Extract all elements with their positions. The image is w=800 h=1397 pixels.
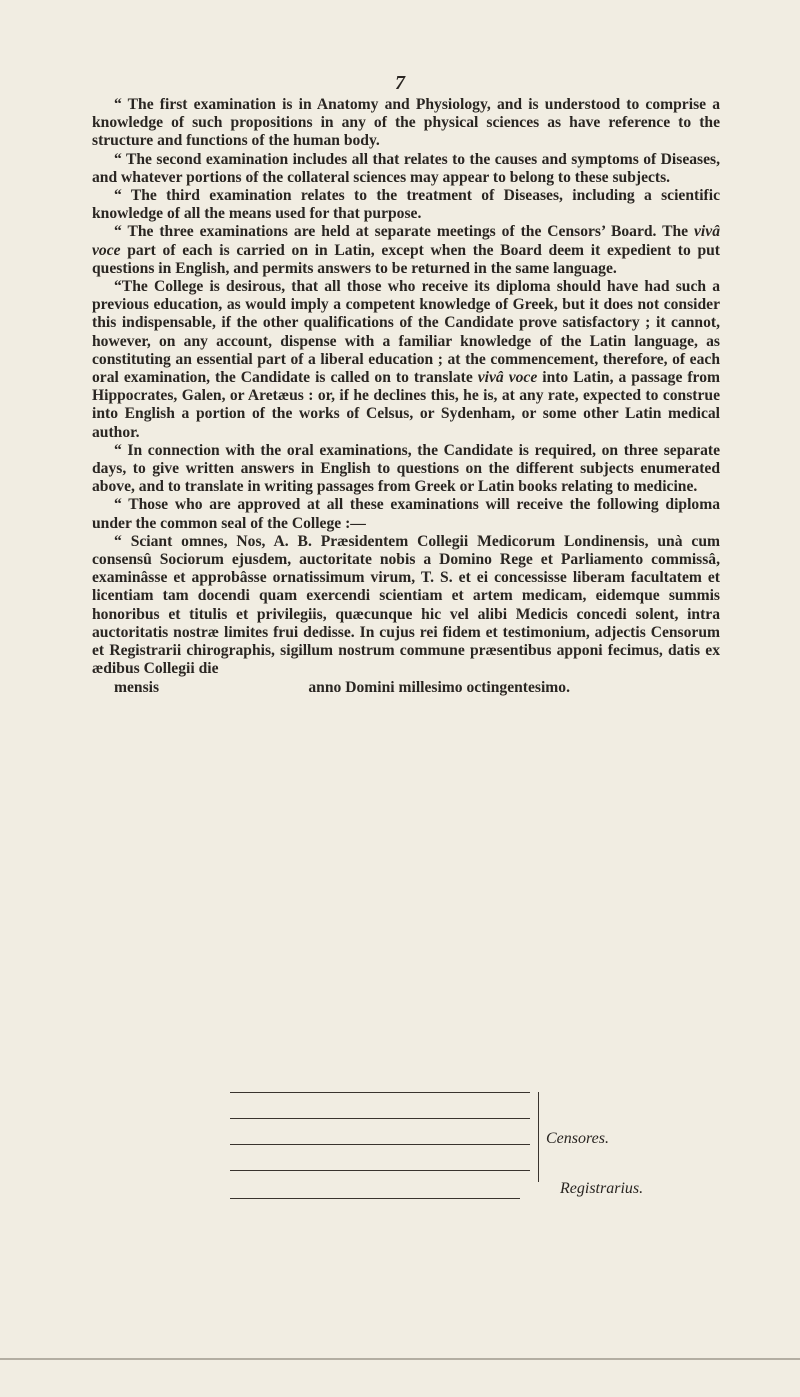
paragraph-treatment: “ The third examination relates to the treatment of Diseases, including a scientific knowledge of all the means used for that purpose.	[92, 187, 720, 223]
registrar-signature-line	[230, 1198, 520, 1199]
registrarius-label: Registrarius.	[560, 1180, 644, 1197]
date-line	[92, 679, 720, 697]
date-left: mensis	[114, 678, 160, 696]
text-run: “The College is desirous, that all those who receive its diploma should have had such a previous education, as would imply a competent knowledge of Greek, but it does not consider this indispensable, if the other qualifications of the Candidate prove satisfactory ; it cannot, however, on any account, dispense with a familiar knowledge of the Latin language, as constituting an essential part of a liberal education ; at the commencement, therefore, of each oral examination, the Candidate is called on to translate	[92, 278, 720, 387]
viva-voce-italic: vivâ voce	[92, 223, 720, 259]
signature-line	[230, 1144, 530, 1145]
paragraph-censors-board	[92, 223, 720, 278]
signature-area	[0, 1088, 800, 1228]
viva-voce-italic: vivâ voce	[477, 369, 538, 387]
signature-line	[230, 1092, 530, 1093]
paragraph-diploma-latin: “ Sciant omnes, Nos, A. B. Præsidentem Collegii Medicorum Londinensis, unà cum consensû Sociorum ejusdem, auctoritate nobis a Domino Rege et Parliamento commissâ, examinâsse et approbâsse ornatissimum virum, T. S. et ei concessisse liberam facultatem et licentiam tam docendi quam exercendi scientiam et artem medicam, eidemque summis honoribus et titulis et privilegiis, quæcunque hic vel alibi Medicis concedi solent, intra auctoritatis nostræ limites frui dedisse. In cujus rei fidem et testimonium, adjectis Censorum et Registrarii chirographis, sigillum nostrum commune præsentibus apponi fecimus, datis ex ædibus Collegii die	[92, 532, 720, 678]
text-run: “ The three examinations are held at separate meetings of the Censors’ Board. The	[114, 223, 695, 241]
page-number: 7	[395, 72, 405, 94]
censores-label: Censores.	[546, 1130, 609, 1147]
paragraph-written-answers: “ In connection with the oral examinations, the Candidate is required, on three separate days, to give written answers in English to questions on the different subjects enumerated above, and to translate in writing passages from Greek or Latin books relating to medicine.	[92, 441, 720, 496]
text-run: into Latin, a passage from Hippocrates, Galen, or Aretæus : or, if he declines this, he is, at any rate, expected to construe into English a portion of the works of Celsus, or Sydenham, or some other Latin medical author.	[92, 369, 720, 441]
page-bottom-edge	[0, 1358, 800, 1360]
censores-brace	[538, 1092, 539, 1182]
date-right: anno Domini millesimo octingentesimo.	[308, 678, 570, 696]
paragraph-diseases: “ The second examination includes all that relates to the causes and symptoms of Diseases, and whatever portions of the collateral sciences may appear to belong to these subjects.	[92, 150, 720, 186]
paragraph-anatomy: “ The first examination is in Anatomy and Physiology, and is understood to comprise a knowledge of such propositions in any of the physical sciences as have reference to the structure and functions of the human body.	[92, 96, 720, 150]
paragraph-education	[92, 278, 720, 442]
body-text	[92, 96, 720, 697]
signature-line	[230, 1118, 530, 1119]
paragraph-diploma-intro: “ Those who are approved at all these examinations will receive the following diploma under the common seal of the College :—	[92, 496, 720, 532]
signature-line	[230, 1170, 530, 1171]
text-run: part of each is carried on in Latin, except when the Board deem it expedient to put questions in English, and permits answers to be returned in the same language.	[92, 241, 720, 277]
